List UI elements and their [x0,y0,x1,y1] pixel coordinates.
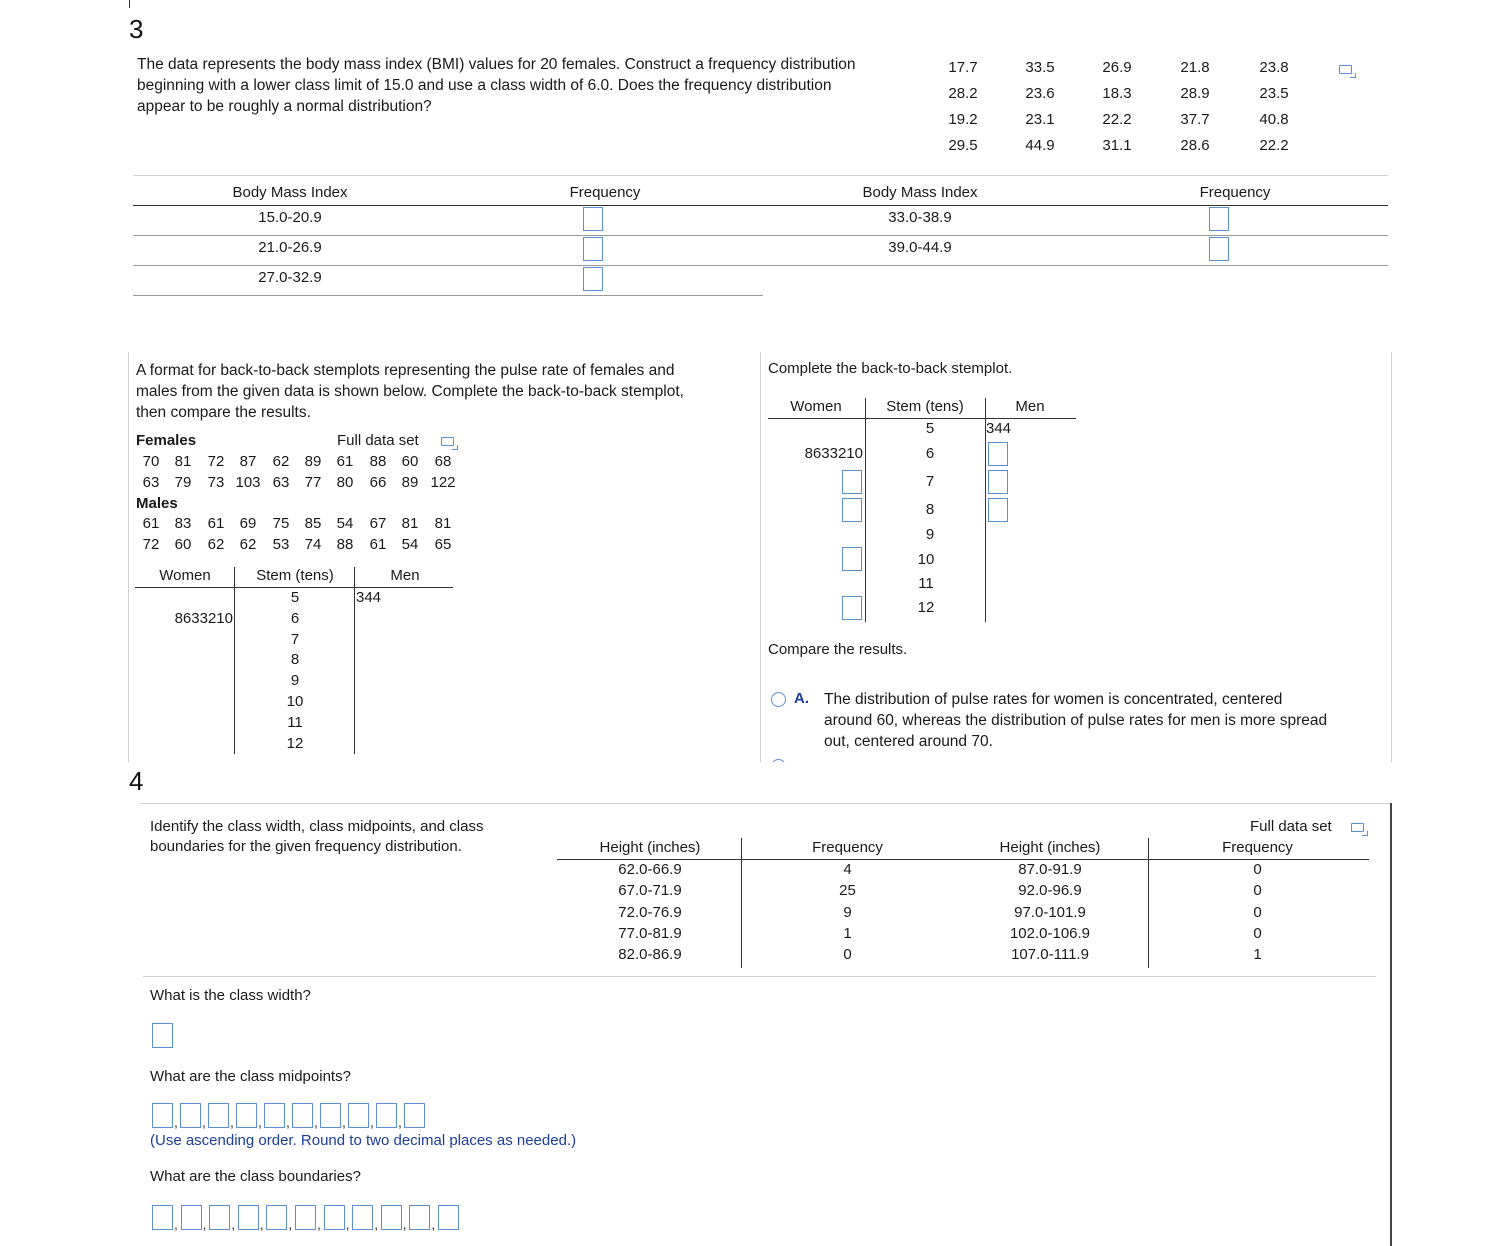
complete-stemplot-label: Complete the back-to-back stemplot. [768,360,1013,377]
bmi-class: 39.0-44.9 [888,239,952,256]
men-leaves-5: 344 [986,420,1012,437]
class-midpoint-input[interactable] [320,1103,341,1128]
header-frequency-right: Frequency [1199,184,1271,201]
bmi-class: 27.0-32.9 [258,269,322,286]
comma-separator: , [259,1216,264,1232]
bmi-class: 33.0-38.9 [888,209,952,226]
bmi-value: 28.2 [948,85,978,102]
option-b-radio-clipped [771,759,786,762]
stem-value: 5 [290,589,300,606]
height-frequency: 1 [843,924,852,942]
female-pulse-value: 88 [369,453,387,470]
option-a-line: The distribution of pulse rates for women is concentrated, centered [824,691,1283,708]
row-rule [133,265,1388,266]
row-rule [133,235,1388,236]
comma-separator: , [317,1216,321,1232]
option-a-text[interactable] [824,689,1384,752]
male-pulse-value: 81 [401,515,419,532]
height-class: 67.0-71.9 [618,882,682,900]
bmi-value: 23.5 [1259,85,1289,102]
bmi-class: 15.0-20.9 [258,209,322,226]
divider [143,976,1376,977]
bmi-value: 19.2 [948,111,978,128]
class-midpoint-input[interactable] [180,1103,201,1128]
table-divider [1148,838,1149,968]
stem-header-women: Women [790,398,842,415]
male-pulse-value: 61 [369,536,387,553]
class-boundary-input[interactable] [266,1205,287,1230]
height-frequency: 0 [843,946,852,964]
panel-border-left [128,352,129,762]
class-midpoint-input[interactable] [236,1103,257,1128]
male-pulse-value: 60 [174,536,192,553]
q4-prompt [150,817,570,857]
row-rule [133,295,763,296]
option-a-line: around 60, whereas the distribution of pulse rates for men is more spread [824,712,1328,729]
header-bmi-left: Body Mass Index [232,184,348,201]
male-pulse-value: 53 [272,536,290,553]
class-boundary-input[interactable] [181,1205,202,1230]
male-pulse-value: 83 [174,515,192,532]
bmi-value: 23.8 [1259,59,1289,76]
q4-prompt-line: boundaries for the given frequency distribution. [150,838,462,855]
q4-prompt-line: Identify the class width, class midpoints, and class [150,818,484,835]
male-pulse-value: 67 [369,515,387,532]
height-class: 62.0-66.9 [618,861,682,878]
bmi-value: 28.9 [1180,85,1210,102]
divider [140,803,1390,804]
panel-divider [760,352,761,762]
bmi-value: 21.8 [1180,59,1210,76]
frequency-input[interactable] [1209,207,1229,231]
stem-value: 11 [918,575,934,592]
stem-intro-line: A format for back-to-back stemplots representing the pulse rate of females and [136,362,675,379]
bmi-value: 17.7 [948,59,978,76]
top-marker [129,0,130,8]
bmi-value: 18.3 [1102,85,1132,102]
comma-separator: , [431,1216,436,1232]
stem-value: 10 [286,693,304,710]
class-boundary-input[interactable] [238,1205,259,1230]
female-pulse-value: 63 [272,474,290,491]
height-frequency: 0 [1253,882,1262,900]
stem-value: 5 [925,420,935,437]
class-midpoints-question: What are the class midpoints? [150,1068,351,1085]
height-class: 107.0-111.9 [1011,946,1089,964]
comma-separator: , [288,1216,293,1232]
female-pulse-value: 72 [207,453,225,470]
female-pulse-value: 73 [207,474,225,491]
option-a-line: out, centered around 70. [824,733,993,750]
stem-value: 9 [925,526,935,543]
full-data-set-link[interactable]: Full data set [337,432,419,449]
bmi-value: 26.9 [1102,59,1132,76]
stem-value: 7 [290,630,300,648]
stem-intro [136,360,746,423]
q3-prompt-line: The data represents the body mass index (BMI) values for 20 females. Construct a frequency distribution [137,56,856,73]
header-frequency-left: Frequency [569,184,641,201]
full-data-set-icon[interactable] [1351,823,1364,832]
female-pulse-value: 77 [304,474,322,491]
females-label: Females [136,432,197,449]
class-midpoint-input[interactable] [264,1103,285,1128]
class-midpoint-input[interactable] [376,1103,397,1128]
male-pulse-value: 72 [142,536,160,553]
comma-separator: , [314,1114,318,1130]
height-frequency: 9 [843,903,852,921]
class-boundary-input[interactable] [324,1205,345,1230]
female-pulse-value: 81 [174,453,192,470]
height-class: 77.0-81.9 [618,924,682,942]
frequency-input[interactable] [583,237,603,261]
female-pulse-value: 63 [142,474,160,491]
male-pulse-value: 85 [304,515,322,532]
full-data-set-icon[interactable] [1339,65,1352,74]
q3-prompt-line: beginning with a lower class limit of 15.0 and use a class width of 6.0. Does the frequency distribution [137,77,832,94]
males-label: Males [136,495,178,512]
header-bmi-right: Body Mass Index [862,184,978,201]
class-midpoint-input[interactable] [292,1103,313,1128]
class-midpoint-input[interactable] [404,1103,425,1128]
stem-value: 12 [917,599,935,616]
bmi-value: 23.6 [1025,85,1055,102]
bmi-value: 37.7 [1180,111,1210,128]
bmi-value: 31.1 [1102,137,1132,154]
stem-intro-line: then compare the results. [136,404,311,421]
class-boundaries-question: What are the class boundaries? [150,1168,361,1185]
class-midpoint-input[interactable] [348,1103,369,1128]
height-class: 102.0-106.9 [1009,924,1091,942]
men-leaves-5: 344 [356,589,382,606]
table-divider [741,838,742,968]
height-class: 87.0-91.9 [1018,861,1082,878]
stem-value: 6 [290,609,300,627]
male-pulse-value: 65 [434,536,452,553]
female-pulse-value: 62 [272,453,290,470]
women-leaves-input-7[interactable] [842,470,862,494]
stem-value: 6 [925,445,935,462]
female-pulse-value: 61 [336,453,354,470]
table-header-rule [557,859,1369,860]
male-pulse-value: 54 [336,515,354,532]
header-height-right: Height (inches) [999,839,1101,856]
comma-separator: , [345,1216,350,1232]
header-frequency-right: Frequency [1222,839,1293,856]
height-frequency: 25 [839,882,856,900]
comma-separator: , [258,1114,262,1130]
male-pulse-value: 61 [142,515,160,532]
height-frequency: 0 [1253,861,1262,878]
header-height-left: Height (inches) [599,839,701,856]
q3-prompt [137,54,937,117]
male-pulse-value: 62 [239,536,257,553]
height-frequency: 0 [1253,903,1262,921]
height-frequency: 1 [1253,946,1262,964]
comma-separator: , [286,1114,290,1130]
height-class: 82.0-86.9 [618,946,682,964]
option-a-radio[interactable] [771,692,786,707]
female-pulse-value: 122 [430,474,456,491]
bmi-value: 29.5 [948,137,978,154]
bmi-value: 28.6 [1180,137,1210,154]
stem-value: 9 [290,672,300,690]
full-data-set-link[interactable]: Full data set [1250,818,1332,835]
male-pulse-value: 88 [336,536,354,553]
stem-header-stem: Stem (tens) [256,567,334,584]
female-pulse-value: 80 [336,474,354,491]
comma-separator: , [370,1114,374,1130]
height-class: 92.0-96.9 [1018,882,1082,900]
divider [133,175,1388,176]
frequency-input[interactable] [583,207,603,231]
stem-header-rule [768,418,1076,419]
bmi-value: 33.5 [1025,59,1055,76]
stem-value: 8 [925,501,935,518]
comma-separator: , [174,1114,178,1130]
comma-separator: , [398,1114,402,1130]
comma-separator: , [402,1216,407,1232]
male-pulse-value: 81 [434,515,452,532]
stem-right-divider [354,567,355,754]
comma-separator: , [374,1216,379,1232]
height-class: 97.0-101.9 [1014,903,1086,921]
women-leaves-6: 8633210 [174,610,233,627]
stem-left-divider [865,398,866,622]
comma-separator: , [202,1216,207,1232]
comma-separator: , [231,1216,236,1232]
class-boundary-input[interactable] [381,1205,402,1230]
women-leaves-input-10[interactable] [842,547,862,571]
female-pulse-value: 68 [434,453,452,470]
comma-separator: , [230,1114,234,1130]
female-pulse-value: 89 [401,474,419,491]
class-boundary-input[interactable] [209,1205,230,1230]
full-data-set-icon[interactable] [441,437,454,446]
stem-value: 10 [917,551,935,568]
midpoints-hint: (Use ascending order. Round to two decimal places as needed.) [150,1132,577,1149]
class-boundary-input[interactable] [295,1205,316,1230]
question-number-4: 4 [129,766,144,796]
table-header-rule [133,205,1388,206]
panel-border-right [1390,803,1392,1246]
frequency-input[interactable] [583,267,603,291]
bmi-value: 40.8 [1259,111,1289,128]
comma-separator: , [202,1114,206,1130]
height-frequency: 4 [843,861,852,878]
class-boundary-input[interactable] [438,1205,459,1230]
option-a-letter: A. [794,690,809,707]
bmi-value: 44.9 [1025,137,1055,154]
women-leaves-input-12[interactable] [842,596,862,620]
compare-results-label: Compare the results. [768,641,908,658]
men-leaves-input-6[interactable] [988,442,1008,466]
class-boundary-input[interactable] [409,1205,430,1230]
class-width-input[interactable] [152,1023,173,1048]
bmi-value: 22.2 [1102,111,1132,128]
bmi-value: 23.1 [1025,111,1055,128]
stem-left-divider [234,567,235,754]
class-boundary-input[interactable] [152,1205,173,1230]
female-pulse-value: 87 [239,453,257,470]
female-pulse-value: 70 [142,453,160,470]
female-pulse-value: 79 [174,474,192,491]
stem-value: 12 [286,734,304,752]
male-pulse-value: 54 [401,536,419,553]
men-leaves-input-7[interactable] [988,470,1008,494]
men-leaves-input-8[interactable] [988,498,1008,522]
female-pulse-value: 60 [401,453,419,470]
frequency-input[interactable] [1209,237,1229,261]
male-pulse-value: 74 [304,536,322,553]
male-pulse-value: 61 [207,515,225,532]
comma-separator: , [174,1216,178,1232]
q3-prompt-line: appear to be roughly a normal distribution? [137,98,432,115]
bmi-value: 22.2 [1259,137,1289,154]
male-pulse-value: 69 [239,515,257,532]
stem-header-women: Women [159,567,211,584]
women-leaves-6: 8633210 [804,445,863,462]
stem-value: 11 [287,713,303,731]
class-width-question: What is the class width? [150,987,311,1004]
header-frequency-left: Frequency [812,839,883,856]
stem-header-stem: Stem (tens) [886,398,964,415]
female-pulse-value: 103 [235,474,261,491]
women-leaves-input-8[interactable] [842,498,862,522]
class-boundary-input[interactable] [352,1205,373,1230]
stem-value: 8 [290,651,300,669]
stem-header-men: Men [1015,398,1045,415]
male-pulse-value: 62 [207,536,225,553]
panel-border-right [1391,352,1392,762]
comma-separator: , [342,1114,346,1130]
female-pulse-value: 66 [369,474,387,491]
stem-header-rule [135,587,453,588]
bmi-class: 21.0-26.9 [258,239,322,256]
question-number-3: 3 [129,14,144,44]
male-pulse-value: 75 [272,515,290,532]
height-frequency: 0 [1253,924,1262,942]
height-class: 72.0-76.9 [618,903,682,921]
stem-intro-line: males from the given data is shown below. Complete the back-to-back stemplot, [136,383,684,400]
stem-header-men: Men [390,567,420,584]
class-midpoint-input[interactable] [152,1103,173,1128]
stem-value: 7 [925,473,935,490]
class-midpoint-input[interactable] [208,1103,229,1128]
female-pulse-value: 89 [304,453,322,470]
